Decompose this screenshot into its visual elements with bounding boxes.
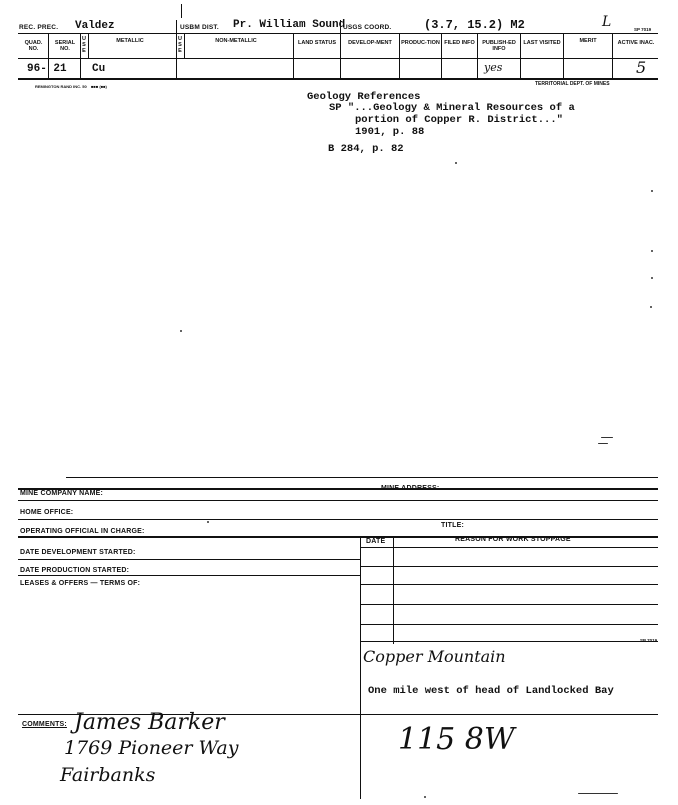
col-merit: MERIT: [579, 38, 597, 44]
form-number-bottom: SP 7019: [640, 638, 658, 643]
usgs-coord-label: USGS COORD.: [343, 24, 392, 31]
usbm-dist-label: USBM DIST.: [180, 24, 219, 31]
scan-speck: [207, 521, 209, 523]
published-info-value: yes: [484, 61, 503, 74]
scan-speck: [424, 796, 426, 798]
dept-line: TERRITORIAL DEPT. OF MINES: [535, 81, 610, 87]
divider: [360, 644, 361, 714]
rec-prec-label: REC. PREC.: [19, 24, 59, 31]
col-published-info: PUBLISH-ED INFO: [482, 40, 516, 52]
rec-prec-value: Valdez: [75, 20, 115, 32]
rule: [360, 566, 658, 567]
scan-speck: [578, 793, 618, 794]
comments-label: COMMENTS:: [22, 721, 67, 728]
col-non-metallic: NON-METALLIC: [215, 38, 257, 44]
col-divider: [184, 33, 185, 58]
col-divider: [340, 33, 341, 78]
col-serial-no: SERIAL NO.: [54, 40, 76, 52]
property-name-handwritten: Copper Mountain: [363, 647, 506, 666]
col-divider: [441, 33, 442, 78]
quad-no-value: 96- 21: [27, 63, 67, 75]
stem-mark: [181, 4, 182, 18]
metallic-value: Cu: [92, 63, 106, 75]
comment-line-2: 1769 Pioneer Way: [64, 737, 239, 759]
usbm-dist-value: Pr. William Sound: [233, 19, 346, 31]
rule: [18, 519, 658, 520]
leases-label: LEASES & OFFERS — TERMS OF:: [20, 580, 141, 587]
col-divider: [399, 33, 400, 78]
header-mid-rule: [18, 58, 658, 59]
comment-line-1: James Barker: [74, 710, 225, 735]
form-number-top: SP 7019: [634, 27, 652, 32]
reason-label: REASON FOR WORK STOPPAGE: [455, 536, 571, 543]
col-active-inac: ACTIVE INAC.: [617, 40, 655, 46]
scan-speck: [651, 277, 653, 279]
col-divider: [477, 33, 478, 78]
reference-line-4: B 284, p. 82: [328, 143, 404, 155]
divider: [360, 536, 361, 644]
col-use-nonmetallic: U S E: [178, 36, 182, 54]
prod-started-label: DATE PRODUCTION STARTED:: [20, 567, 130, 574]
col-development: DEVELOP-MENT: [348, 40, 392, 46]
mine-address-label: MINE ADDRESS:: [381, 485, 440, 492]
reference-line-2: portion of Copper R. District...": [355, 114, 563, 126]
rule: [18, 500, 658, 501]
col-divider: [88, 33, 89, 58]
col-filed-info: FILED INFO: [444, 40, 475, 46]
col-divider: [520, 33, 521, 78]
scan-speck: [180, 330, 182, 332]
merit-mark: 5: [636, 58, 647, 77]
title-label: TITLE:: [441, 522, 464, 529]
rule: [360, 547, 658, 548]
col-last-visited: LAST VISITED: [523, 40, 561, 46]
date-label: DATE: [366, 538, 386, 545]
divider: [393, 536, 394, 644]
col-production: PRODUC-TION: [401, 40, 440, 46]
header-top-rule: [18, 33, 658, 34]
scan-speck: [651, 250, 653, 252]
col-land-status: LAND STATUS: [298, 40, 336, 46]
comment-line-3: Fairbanks: [60, 764, 156, 786]
scan-speck: [598, 443, 608, 444]
scan-speck: [455, 162, 457, 164]
col-quad-no: QUAD. NO.: [24, 40, 43, 52]
col-divider: [612, 33, 613, 78]
home-office-label: HOME OFFICE:: [20, 509, 74, 516]
usgs-coord-value: (3.7, 15.2) M2: [424, 18, 525, 32]
header-bottom-rule: [18, 78, 658, 80]
rule: [360, 584, 658, 585]
col-metallic: METALLIC: [116, 38, 144, 44]
mine-company-name-label: MINE COMPANY NAME:: [20, 490, 104, 497]
printer-line: REMINGTON RAND INC. 50: [35, 84, 87, 89]
printer-mark: ■■■ (■■): [91, 84, 107, 89]
rule: [18, 559, 360, 560]
scan-speck: [651, 190, 653, 192]
col-divider: [563, 33, 564, 78]
operating-official-label: OPERATING OFFICIAL IN CHARGE:: [20, 528, 145, 535]
col-divider: [293, 33, 294, 78]
location-typed: One mile west of head of Landlocked Bay: [368, 685, 614, 697]
corner-mark: L: [602, 14, 612, 30]
rule: [360, 641, 658, 642]
reference-line-3: 1901, p. 88: [355, 126, 425, 138]
rule: [66, 477, 658, 478]
rule: [360, 624, 658, 625]
scan-speck: [601, 437, 613, 438]
locator-code-handwritten: 115 8W: [398, 722, 515, 757]
dev-started-label: DATE DEVELOPMENT STARTED:: [20, 549, 136, 556]
col-use-metallic: U S E: [82, 36, 86, 54]
rule: [18, 575, 360, 576]
divider: [340, 20, 341, 34]
rule: [360, 604, 658, 605]
divider: [360, 714, 361, 799]
scan-speck: [650, 306, 652, 308]
references-title: Geology References: [307, 91, 421, 103]
rule: [18, 488, 658, 490]
reference-line-1: SP "...Geology & Mineral Resources of a: [329, 102, 575, 114]
